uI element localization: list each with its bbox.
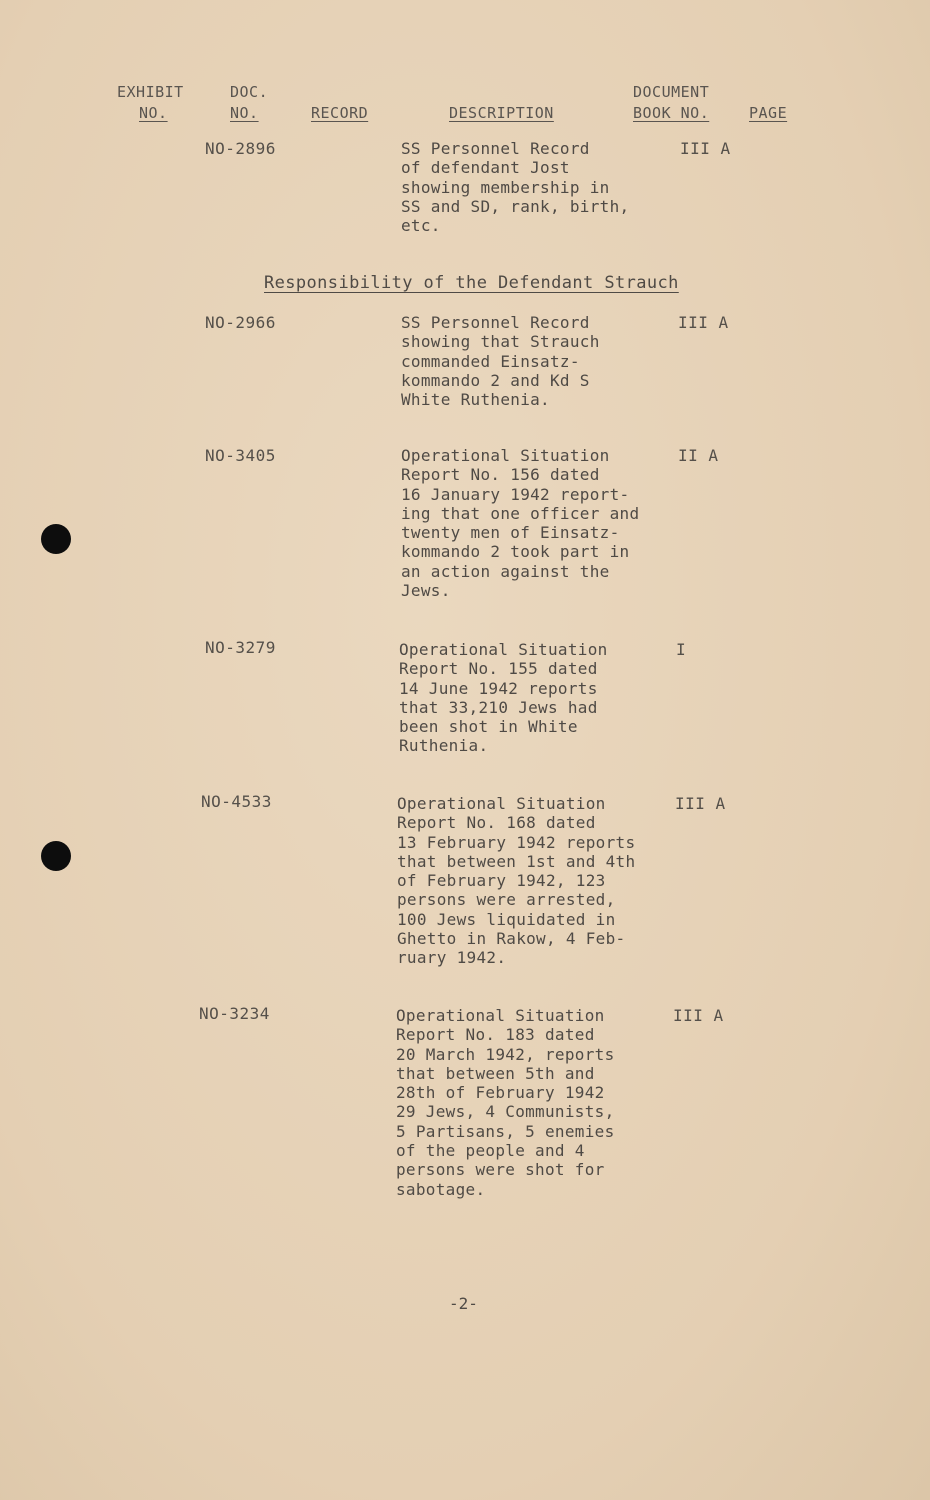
header-doc-no-label: NO. — [230, 104, 259, 122]
header-record: RECORD — [311, 104, 369, 122]
entry-doc-no: NO-3405 — [205, 446, 276, 465]
entry-book-no: I — [676, 640, 687, 659]
entry-description: Operational Situation Report No. 155 dated 14 June 1942 reports that 33,210 Jews had been shot in White Ruthenia. — [399, 640, 608, 756]
header-book-no-label: BOOK NO. — [633, 104, 710, 122]
entry-description: SS Personnel Record of defendant Jost showing membership in SS and SD, rank, birth, etc. — [401, 139, 630, 236]
header-doc-label: DOC. — [230, 83, 269, 101]
entry-book-no: II A — [678, 446, 719, 465]
entry-description: Operational Situation Report No. 156 dated 16 January 1942 report- ing that one officer and twenty men of Einsatz- kommando 2 took part in an action against the Jews. — [401, 446, 640, 601]
header-document-book — [633, 82, 709, 124]
entry-doc-no: NO-2896 — [205, 139, 276, 158]
section-title: Responsibility of the Defendant Strauch — [264, 273, 679, 293]
punch-hole-icon — [41, 524, 71, 554]
entry-description: SS Personnel Record showing that Strauch commanded Einsatz- kommando 2 and Kd S White Ruthenia. — [401, 313, 600, 410]
entry-book-no: III A — [680, 139, 731, 158]
header-exhibit-no — [117, 82, 184, 124]
entry-description: Operational Situation Report No. 168 dated 13 February 1942 reports that between 1st and 4th of February 1942, 123 persons were arrested, 100 Jews liquidated in Ghetto in Rakow, 4 Feb- ruary 1942. — [397, 794, 636, 968]
header-description: DESCRIPTION — [449, 104, 554, 122]
punch-hole-icon — [41, 841, 71, 871]
entry-book-no: III A — [678, 313, 729, 332]
header-exhibit-no-label: NO. — [139, 104, 168, 122]
header-doc-no — [230, 82, 268, 124]
entry-description: Operational Situation Report No. 183 dated 20 March 1942, reports that between 5th and 28th of February 1942 29 Jews, 4 Communists, 5 Partisans, 5 enemies of the people and 4 persons were shot for sabotage. — [396, 1006, 615, 1199]
page-number: -2- — [449, 1294, 478, 1313]
entry-doc-no: NO-2966 — [205, 313, 276, 332]
entry-book-no: III A — [673, 1006, 724, 1025]
entry-doc-no: NO-4533 — [201, 792, 272, 811]
header-page: PAGE — [749, 104, 788, 122]
entry-book-no: III A — [675, 794, 726, 813]
entry-doc-no: NO-3279 — [205, 638, 276, 657]
entry-doc-no: NO-3234 — [199, 1004, 270, 1023]
header-document-label: DOCUMENT — [633, 83, 710, 101]
header-exhibit-label: EXHIBIT — [117, 83, 184, 101]
